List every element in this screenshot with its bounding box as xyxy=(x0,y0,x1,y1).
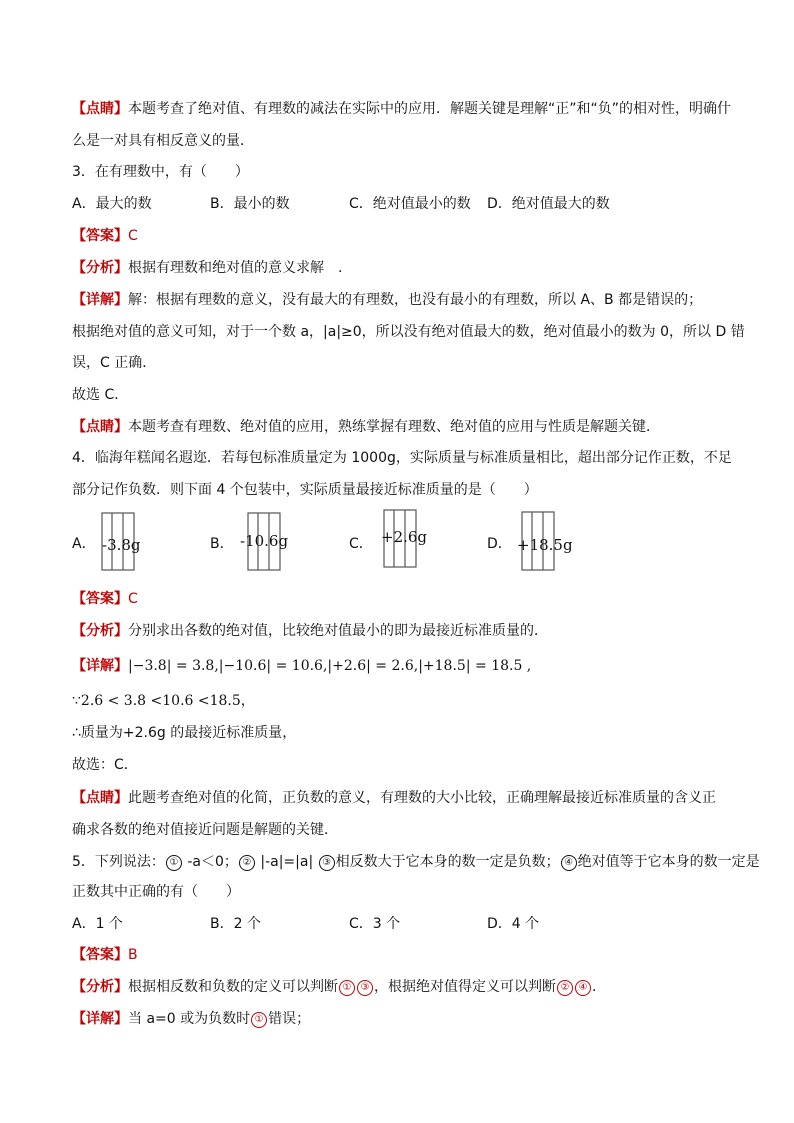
q3-dianjing xyxy=(72,417,732,437)
fenxi-text: 分别求出各数的绝对值，比较绝对值最小的即为最接近标准质量的． xyxy=(128,623,548,639)
xiangjie-text: 解：根据有理数的意义，没有最大的有理数，也没有最小的有理数，所以 A、B 都是错误的； xyxy=(128,292,703,308)
answer-value: C xyxy=(128,228,138,244)
q3-option-c: C．绝对值最小的数 xyxy=(349,196,471,212)
package-value: +2.6g xyxy=(381,528,428,546)
q4-dianjing-line1 xyxy=(72,788,732,808)
q4-therefore: ∴质量为+2.6g 的最接近标准质量， xyxy=(72,725,297,741)
q4-package-d xyxy=(517,511,573,573)
q5-answer xyxy=(72,945,732,965)
q5-xiangjie xyxy=(72,1009,732,1029)
q4-stem-line2: 部分记作负数．则下面 4 个包装中，实际质量最接近标准质量的是（ ） xyxy=(72,482,538,498)
q5-option-a: A．1 个 xyxy=(72,916,123,932)
fenxi-text: 根据有理数和绝对值的意义求解 . xyxy=(128,260,343,276)
q4-stem-line1: 4．临海年糕闻名遐迩．若每包标准质量定为 1000g，实际质量与标准质量相比，超出部分记作正数，不足 xyxy=(72,450,732,466)
q3-xiangjie-line1 xyxy=(72,290,732,310)
circled-number-4: ④ xyxy=(561,855,577,871)
circled-number-2: ② xyxy=(239,855,255,871)
q3-xiangjie-line2: 根据绝对值的意义可知，对于一个数 a，|a|≥0，所以没有绝对值最大的数，绝对值最小的数为 0，所以 D 错 xyxy=(72,324,745,340)
q4-package-a xyxy=(101,512,141,572)
answer-tag: 【答案】 xyxy=(72,947,128,963)
circled-number-3: ③ xyxy=(319,855,335,871)
q5-stem-prefix: 5．下列说法： xyxy=(72,854,165,870)
circled-ref-1: ① xyxy=(339,980,355,996)
statement-4: 绝对值等于它本身的数一定是 xyxy=(577,854,760,870)
q5-option-b: B．2 个 xyxy=(210,916,261,932)
dianjing-text: 本题考查了绝对值、有理数的减法在实际中的应用．解题关键是理解“正”和“负”的相对性，明确什 xyxy=(128,101,732,117)
q5-fenxi xyxy=(72,977,732,997)
q2-dianjing-line2: 么是一对具有相反意义的量． xyxy=(72,133,254,149)
fenxi-tag: 【分析】 xyxy=(72,623,128,639)
fenxi-tag: 【分析】 xyxy=(72,260,128,276)
fenxi-text-b: ，根据绝对值得定义可以判断 xyxy=(374,979,556,995)
dianjing-text: 本题考查有理数、绝对值的应用，熟练掌握有理数、绝对值的应用与性质是解题关键． xyxy=(128,419,660,435)
q2-dianjing-line1 xyxy=(72,99,732,119)
answer-tag: 【答案】 xyxy=(72,228,128,244)
xiangjie-tag: 【详解】 xyxy=(72,292,128,308)
answer-value: C xyxy=(128,591,138,607)
circled-ref-1: ① xyxy=(251,1012,267,1028)
statement-2: |-a|=|a| xyxy=(255,854,318,870)
xiangjie-text-b: 错误； xyxy=(268,1011,311,1027)
dianjing-text: 此题考查绝对值的化简，正负数的意义，有理数的大小比较，正确理解最接近标准质量的含义正 xyxy=(128,790,716,806)
q4-option-c-letter: C． xyxy=(349,536,373,552)
dianjing-tag: 【点睛】 xyxy=(72,101,128,117)
q4-because: ∵2.6 < 3.8 <10.6 <18.5， xyxy=(72,693,255,709)
q4-dianjing-line2: 确求各数的绝对值接近问题是解题的关键． xyxy=(72,822,338,838)
abs-inner: −10.6 xyxy=(223,658,267,674)
q4-package-b xyxy=(240,512,290,572)
abs-inner: +2.6 xyxy=(332,658,367,674)
circled-ref-4: ④ xyxy=(575,980,591,996)
q4-option-d-letter: D． xyxy=(487,536,512,552)
statement-3: 相反数大于它本身的数一定是负数； xyxy=(335,854,560,870)
answer-value: B xyxy=(128,947,138,963)
abs-expression-2: |−10.6| = 10.6, xyxy=(218,658,328,674)
answer-tag: 【答案】 xyxy=(72,591,128,607)
fenxi-text-a: 根据相反数和负数的定义可以判断 xyxy=(128,979,338,995)
q3-stem: 3．在有理数中，有（ ） xyxy=(72,164,249,180)
q4-answer xyxy=(72,589,732,609)
q3-option-b: B．最小的数 xyxy=(210,196,290,212)
xiangjie-text-a: 当 a=0 或为负数时 xyxy=(128,1011,251,1027)
abs-result: 3.8 xyxy=(192,658,215,674)
package-value: -3.8g xyxy=(102,536,141,554)
circled-number-1: ① xyxy=(166,855,182,871)
fenxi-text-end: ． xyxy=(592,979,606,995)
q3-option-a: A．最大的数 xyxy=(72,196,152,212)
abs-result: 10.6 xyxy=(291,658,323,674)
abs-result: 18.5 xyxy=(491,658,523,674)
dianjing-tag: 【点睛】 xyxy=(72,790,128,806)
q5-option-d: D．4 个 xyxy=(487,916,540,932)
xiangjie-tag: 【详解】 xyxy=(72,1011,128,1027)
abs-inner: +18.5 xyxy=(422,658,466,674)
package-value: +18.5g xyxy=(517,536,573,554)
abs-expression-1: |−3.8| = 3.8, xyxy=(128,658,219,674)
xiangjie-tag: 【详解】 xyxy=(72,658,128,674)
abs-inner: −3.8 xyxy=(132,658,167,674)
q4-package-c xyxy=(381,509,428,569)
abs-expression-4: |+18.5| = 18.5 , xyxy=(418,658,532,674)
circled-ref-3: ③ xyxy=(357,980,373,996)
circled-ref-2: ② xyxy=(557,980,573,996)
abs-expression-3: |+2.6| = 2.6, xyxy=(327,658,419,674)
dianjing-tag: 【点睛】 xyxy=(72,419,128,435)
q5-stem-line1 xyxy=(72,852,760,872)
q4-xiangjie xyxy=(72,656,732,676)
q3-answer xyxy=(72,226,732,246)
q3-fenxi xyxy=(72,258,732,278)
package-value: -10.6g xyxy=(240,532,289,550)
statement-1: -a＜0； xyxy=(182,854,238,870)
abs-result: 2.6 xyxy=(391,658,414,674)
q3-guxuan: 故选 C． xyxy=(72,387,129,403)
q4-guxuan: 故选：C． xyxy=(72,757,138,773)
q3-option-d: D．绝对值最大的数 xyxy=(487,196,610,212)
q5-stem-line2: 正数其中正确的有（ ） xyxy=(72,884,240,900)
fenxi-tag: 【分析】 xyxy=(72,979,128,995)
q5-option-c: C．3 个 xyxy=(349,916,401,932)
q3-xiangjie-line3: 误，C 正确． xyxy=(72,355,157,371)
q4-option-a-letter: A． xyxy=(72,536,96,552)
q4-option-b-letter: B． xyxy=(210,536,234,552)
q4-fenxi xyxy=(72,621,732,641)
